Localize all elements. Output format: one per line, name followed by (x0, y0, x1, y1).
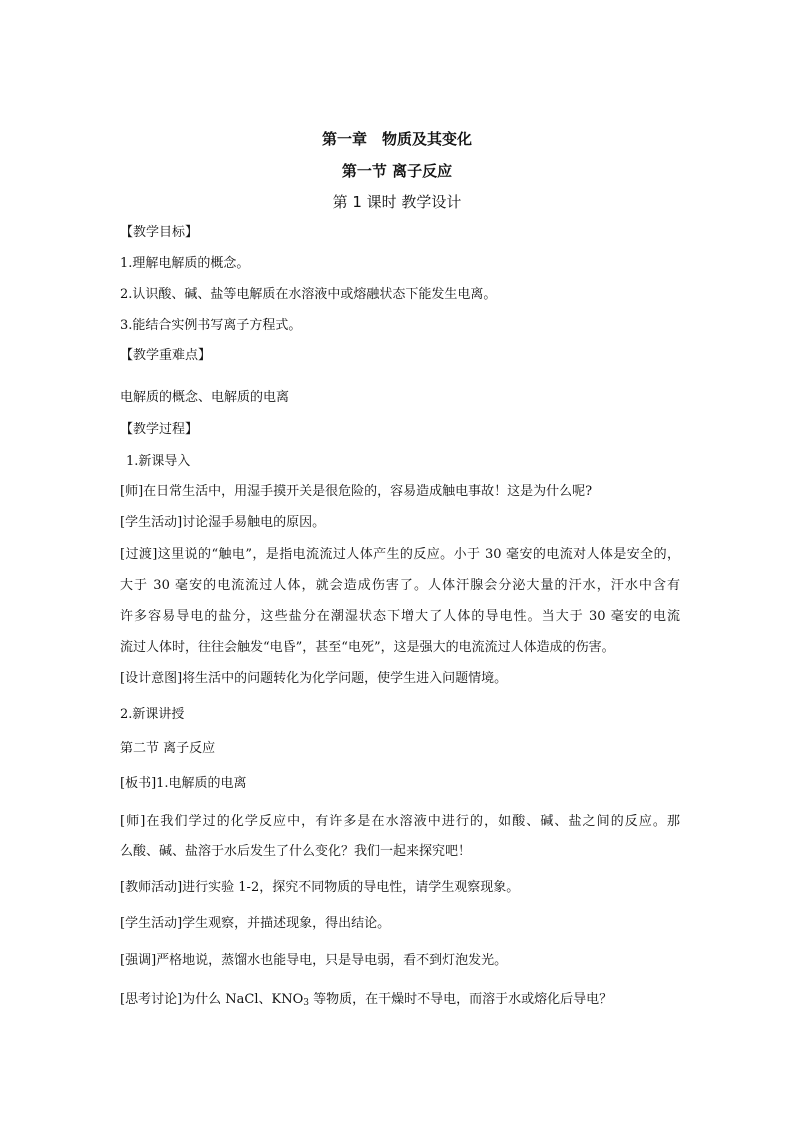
paragraph-discussion (120, 992, 680, 1011)
paragraph-student-2: [学生活动]学生观察，并描述现象，得出结论。 (120, 916, 391, 931)
lesson-title: 第 1 课时 教学设计 (332, 193, 462, 211)
paragraph-teacher-2-line-1: [师]在我们学过的化学反应中，有许多是在水溶液中进行的，如酸、碱、盐之间的反应。那 (120, 814, 680, 829)
objectives-heading: 【教学目标】 (120, 225, 199, 240)
paragraph-board: [板书]1.电解质的电离 (120, 776, 247, 791)
objective-1: 1.理解电解质的概念。 (120, 256, 250, 271)
paragraph-student-1: [学生活动]讨论湿手易触电的原因。 (120, 515, 326, 530)
objective-2: 2.认识酸、碱、盐等电解质在水溶液中或熔融状态下能发生电离。 (120, 287, 497, 302)
section-title: 第一节 离子反应 (341, 162, 453, 180)
objective-3: 3.能结合实例书写离子方程式。 (120, 318, 302, 333)
discussion-text-start: [思考讨论]为什么 NaCl、KNO (120, 992, 304, 1007)
keypoints-heading: 【教学重难点】 (120, 348, 212, 363)
paragraph-transition-line-2: 大于 30 毫安的电流流过人体，就会造成伤害了。人体汗腺会分泌大量的汗水，汗水中含有 (120, 578, 680, 593)
discussion-subscript: 3 (303, 998, 309, 1008)
paragraph-emphasis: [强调]严格地说，蒸馏水也能导电，只是导电弱，看不到灯泡发光。 (120, 953, 508, 968)
paragraph-teacher-2-line-2: 么酸、碱、盐溶于水后发生了什么变化？我们一起来探究吧！ (120, 844, 472, 859)
process-heading: 【教学过程】 (120, 422, 199, 437)
paragraph-teacher-activity: [教师活动]进行实验 1-2，探究不同物质的导电性，请学生观察现象。 (120, 880, 520, 895)
paragraph-transition-line-1: [过渡]这里说的“触电”，是指电流流过人体产生的反应。小于 30 毫安的电流对人体是安全的， (120, 547, 680, 562)
paragraph-teacher-1: [师]在日常生活中，用湿手摸开关是很危险的，容易造成触电事故！这是为什么呢? (120, 484, 593, 499)
step-2-heading: 2.新课讲授 (120, 707, 185, 722)
step-1-heading: 1.新课导入 (126, 454, 191, 469)
paragraph-design-intent: [设计意图]将生活中的问题转化为化学问题，使学生进入问题情境。 (120, 671, 508, 686)
paragraph-transition-line-3: 许多容易导电的盐分，这些盐分在潮湿状态下增大了人体的导电性。当大于 30 毫安的电流 (120, 609, 680, 624)
chapter-title: 第一章 物质及其变化 (321, 130, 472, 148)
discussion-text-end: 等物质，在干燥时不导电，而溶于水或熔化后导电？ (309, 992, 613, 1007)
paragraph-transition-line-4: 流过人体时，往往会触发“电昏”，甚至“电死”，这是强大的电流流过人体造成的伤害。 (120, 640, 615, 655)
keypoints-text: 电解质的概念、电解质的电离 (120, 390, 290, 405)
section-name: 第二节 离子反应 (120, 741, 216, 756)
